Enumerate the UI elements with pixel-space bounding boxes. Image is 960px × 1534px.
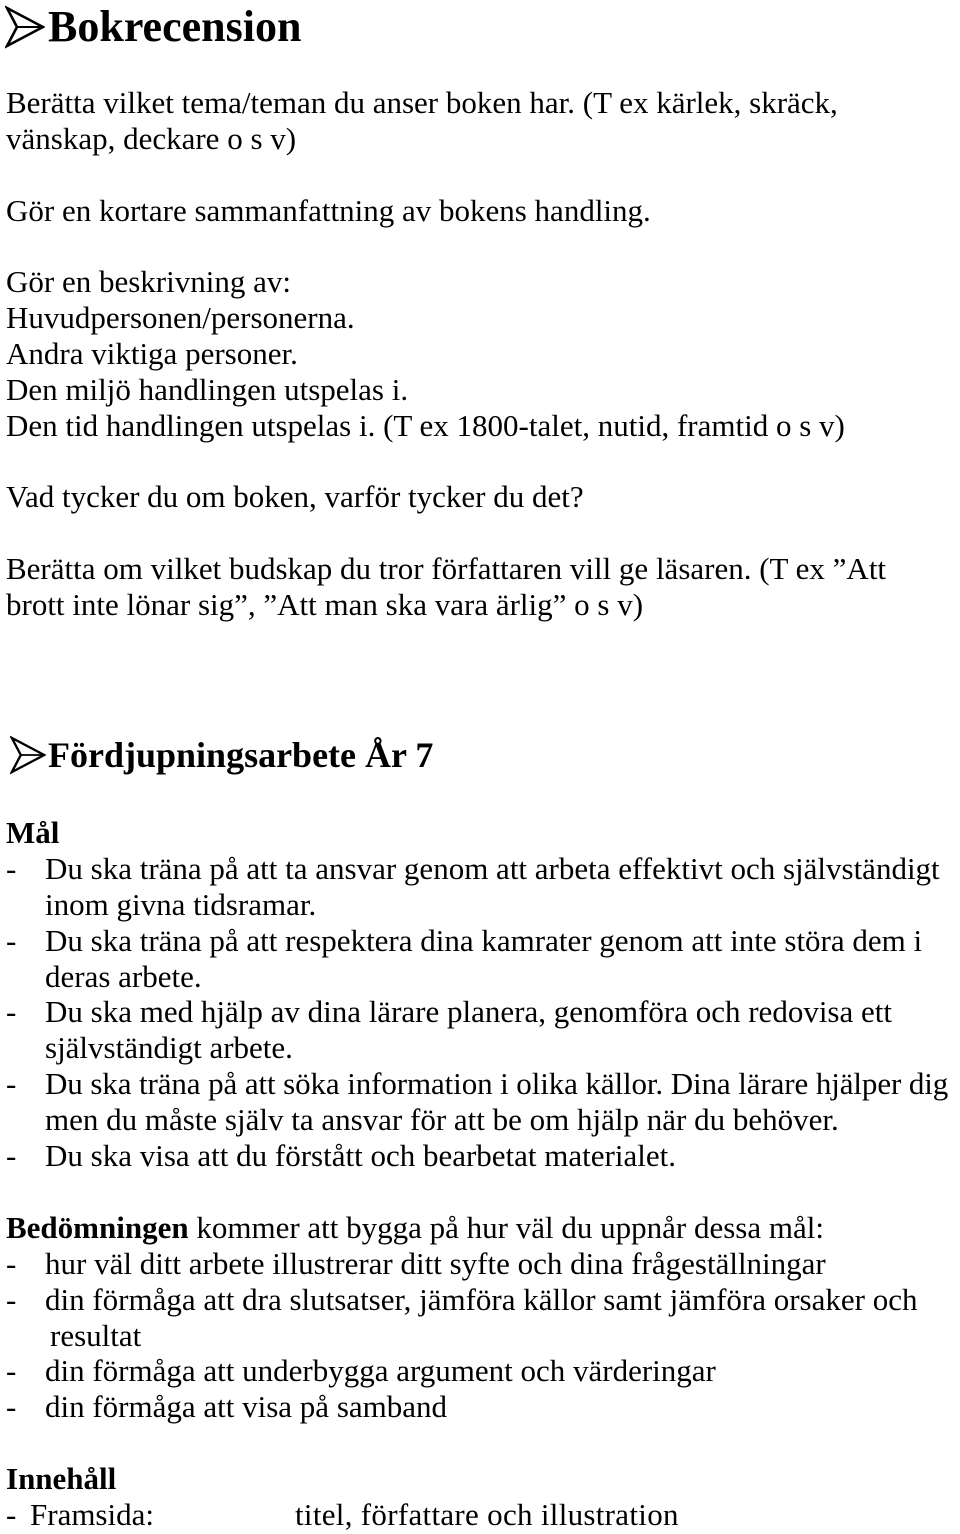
content-heading: Innehåll	[6, 1461, 117, 1497]
goal-text	[45, 923, 960, 995]
deep-dive-section	[6, 728, 960, 1533]
goal-text	[45, 994, 960, 1066]
assessment-item	[6, 1353, 960, 1389]
assessment-heading: Bedömningen	[6, 1209, 189, 1245]
goal-text-line: deras arbete.	[45, 958, 202, 994]
goal-text-line: Du ska visa att du förstått och bearbetat materialet.	[45, 1138, 676, 1174]
goal-text-line: inom givna tidsramar.	[45, 886, 317, 922]
goal-text-line: men du måste själv ta ansvar för att be om hjälp när du behöver.	[45, 1102, 839, 1138]
bullet-marker: -	[6, 922, 17, 958]
message-question-line: brott inte lönar sig”, ”Att man ska vara ärlig” o s v)	[6, 586, 644, 622]
assessment-text-line: din förmåga att visa på samband	[45, 1389, 448, 1425]
bullet-marker: -	[6, 1066, 17, 1102]
assessment-text-line: din förmåga att dra slutsatser, jämföra källor samt jämföra orsaker och	[45, 1281, 918, 1317]
goal-text	[45, 1066, 960, 1138]
assessment-text	[45, 1389, 960, 1425]
theme-question-line: vänskap, deckare o s v)	[6, 120, 297, 156]
theme-question-line: Berätta vilket tema/teman du anser boken har. (T ex kärlek, skräck,	[6, 85, 838, 120]
assessment-text	[45, 1246, 960, 1282]
theme-question	[6, 85, 960, 157]
goal-text-line: Du ska träna på att ta ansvar genom att arbeta effektivt och självständigt	[45, 850, 940, 886]
summary-question	[6, 193, 960, 229]
bullet-marker: -	[6, 1353, 17, 1389]
description-intro: Gör en beskrivning av:	[6, 264, 291, 300]
goal-text	[45, 1138, 960, 1174]
arrow-bullet-icon	[10, 734, 46, 776]
arrow-bullet-icon	[5, 5, 45, 49]
goal-text-line: Du ska träna på att söka information i olika källor. Dina lärare hjälper dig	[45, 1066, 949, 1102]
goal-text-line: Du ska med hjälp av dina lärare planera, genomföra och redovisa ett	[45, 994, 892, 1030]
assessment-item	[6, 1246, 960, 1282]
assessment-text-line: resultat	[50, 1317, 142, 1353]
description-setting-place: Den miljö handlingen utspelas i.	[6, 371, 409, 407]
assessment-item	[6, 1389, 960, 1425]
bullet-marker: -	[6, 994, 17, 1030]
bullet-marker: -	[6, 1138, 17, 1174]
assessment-text-line: hur väl ditt arbete illustrerar ditt syfte och dina frågeställningar	[45, 1245, 826, 1281]
assessment-intro-text: kommer att bygga på hur väl du uppnår dessa mål:	[196, 1209, 824, 1245]
book-review-heading	[6, 0, 960, 54]
opinion-question-line: Vad tycker du om boken, varför tycker du det?	[6, 479, 584, 515]
description-other-characters: Andra viktiga personer.	[6, 335, 298, 371]
assessment-text	[45, 1282, 960, 1354]
goals-list	[6, 851, 960, 1174]
book-review-section	[6, 0, 960, 623]
bullet-marker: -	[6, 1389, 17, 1425]
content-list	[6, 1497, 960, 1533]
message-question-line: Berätta om vilket budskap du tror författaren vill ge läsaren. (T ex ”Att	[6, 550, 887, 586]
goal-text	[45, 851, 960, 923]
opinion-question	[6, 479, 960, 515]
assessment-list	[6, 1246, 960, 1426]
goal-item	[6, 851, 960, 923]
goal-item	[6, 1138, 960, 1174]
content-label: Framsida:	[30, 1497, 154, 1533]
bullet-marker: -	[6, 1497, 17, 1533]
assessment-item	[6, 1282, 960, 1354]
assessment-text-line: din förmåga att underbygga argument och värderingar	[45, 1353, 716, 1389]
description-main-characters: Huvudpersonen/personerna.	[6, 300, 355, 336]
description-list	[6, 264, 960, 443]
goal-item	[6, 1066, 960, 1138]
bullet-marker: -	[6, 1281, 17, 1317]
summary-question-line: Gör en kortare sammanfattning av bokens handling.	[6, 192, 651, 228]
goal-text-line: Du ska träna på att respektera dina kamrater genom att inte störa dem i	[45, 922, 923, 958]
bullet-marker: -	[6, 850, 17, 886]
goals-heading: Mål	[6, 814, 60, 850]
content-value: titel, författare och illustration	[295, 1497, 679, 1533]
bullet-marker: -	[6, 1245, 17, 1281]
assessment-intro	[6, 1210, 960, 1246]
description-setting-time: Den tid handlingen utspelas i. (T ex 1800-talet, nutid, framtid o s v)	[6, 407, 845, 443]
assessment-text	[45, 1353, 960, 1389]
book-review-title: Bokrecension	[48, 2, 302, 51]
deep-dive-heading	[6, 728, 960, 782]
content-item	[6, 1497, 960, 1533]
message-question	[6, 551, 960, 623]
deep-dive-title: Fördjupningsarbete År 7	[48, 734, 434, 775]
goal-item	[6, 994, 960, 1066]
goal-text-line: självständigt arbete.	[45, 1030, 293, 1066]
goal-item	[6, 923, 960, 995]
